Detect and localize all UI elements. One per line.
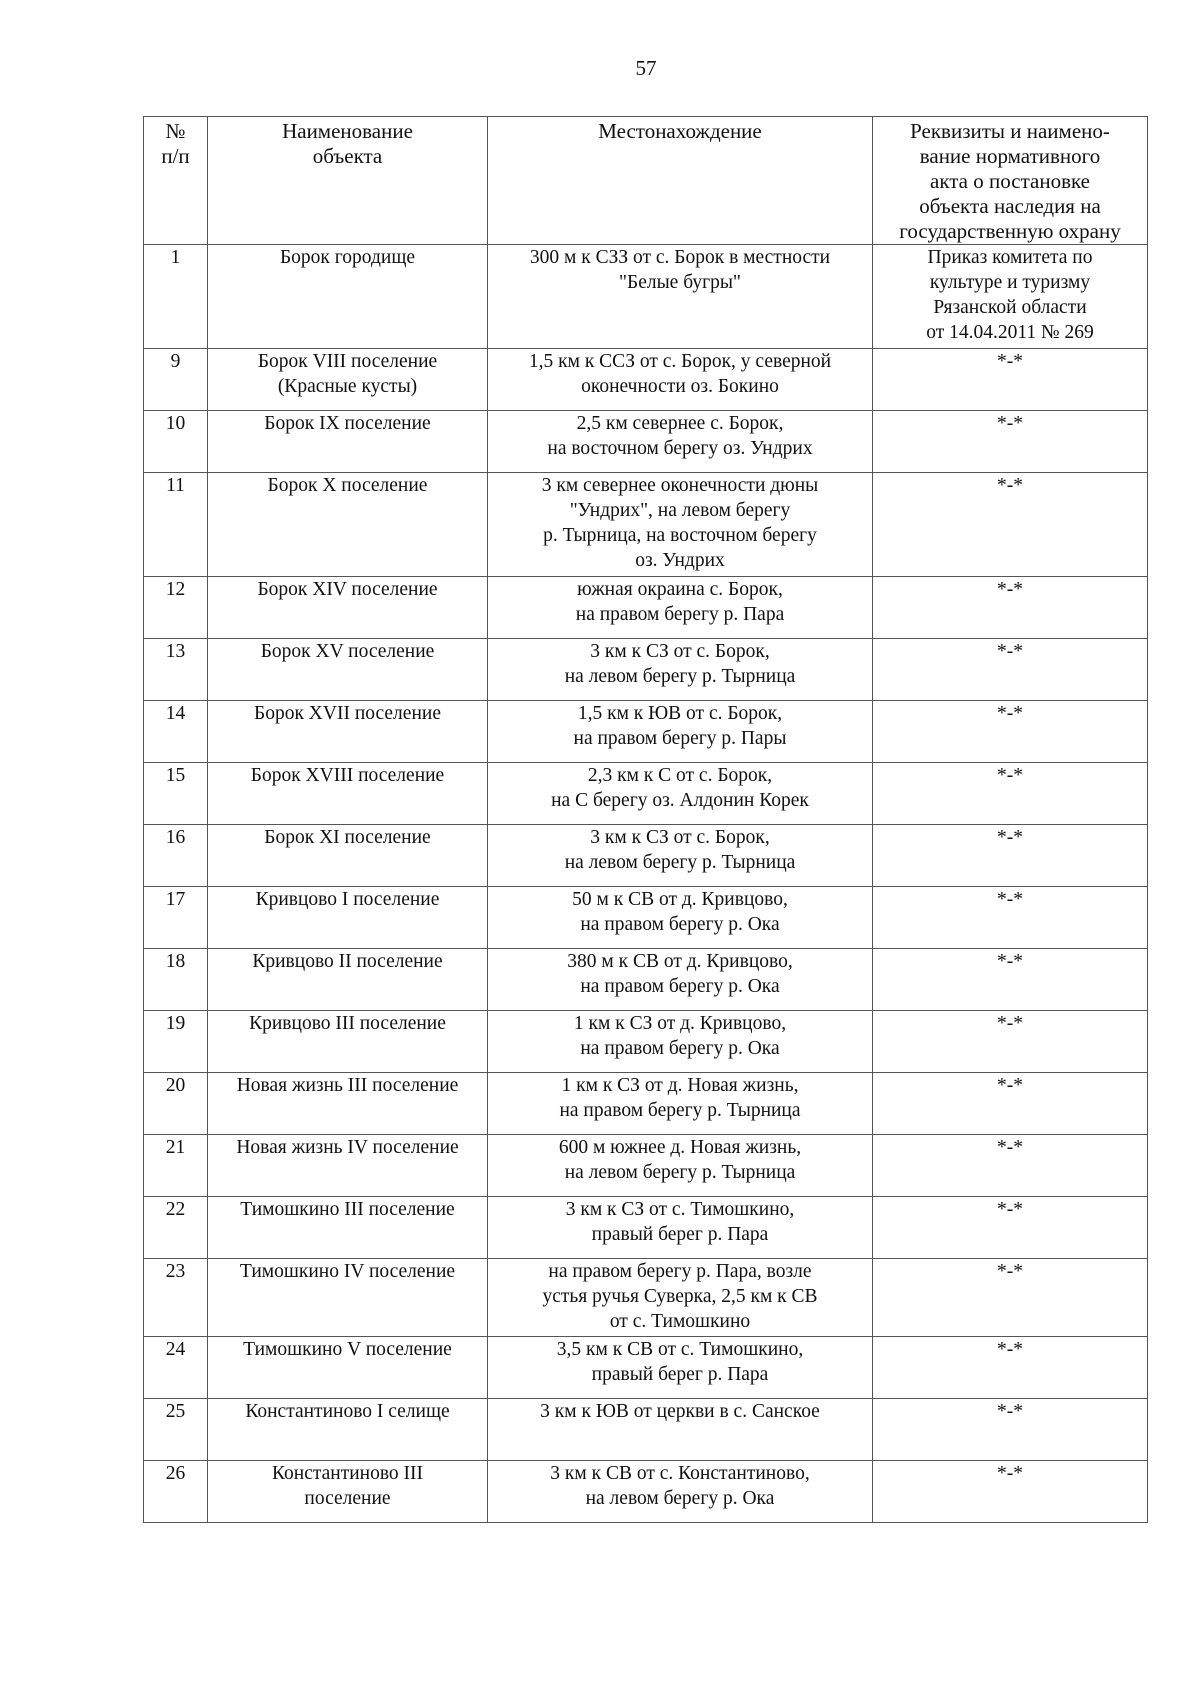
cell-location: 3 км к СЗ от с. Борок, на левом берегу р. Тырница bbox=[488, 639, 873, 701]
cell-act: *-* bbox=[873, 887, 1148, 949]
cell-location: на правом берегу р. Пара, возле устья ручья Суверка, 2,5 км к СВ от с. Тимошкино bbox=[488, 1259, 873, 1337]
cell-act: *-* bbox=[873, 1461, 1148, 1523]
table-body bbox=[144, 245, 1148, 1523]
table-row bbox=[144, 473, 1148, 577]
cell-number: 24 bbox=[144, 1337, 208, 1399]
cell-name: Кривцово I поселение bbox=[208, 887, 488, 949]
cell-act: *-* bbox=[873, 763, 1148, 825]
cell-number: 16 bbox=[144, 825, 208, 887]
table-row bbox=[144, 1259, 1148, 1337]
cell-name: Борок XI поселение bbox=[208, 825, 488, 887]
table-row bbox=[144, 1197, 1148, 1259]
cell-name: Кривцово II поселение bbox=[208, 949, 488, 1011]
cell-name: Константиново III поселение bbox=[208, 1461, 488, 1523]
table-row bbox=[144, 1461, 1148, 1523]
cell-number: 13 bbox=[144, 639, 208, 701]
cell-location: 2,3 км к С от с. Борок, на С берегу оз. Алдонин Корек bbox=[488, 763, 873, 825]
cell-location: 380 м к СВ от д. Кривцово, на правом берегу р. Ока bbox=[488, 949, 873, 1011]
cell-location: 1,5 км к ССЗ от с. Борок, у северной оконечности оз. Бокино bbox=[488, 349, 873, 411]
cell-name: Тимошкино IV поселение bbox=[208, 1259, 488, 1337]
table-row bbox=[144, 1337, 1148, 1399]
cell-location: 3 км к СЗ от с. Борок, на левом берегу р. Тырница bbox=[488, 825, 873, 887]
heritage-table bbox=[143, 116, 1148, 1523]
cell-name: Борок XIV поселение bbox=[208, 577, 488, 639]
cell-act: *-* bbox=[873, 1135, 1148, 1197]
cell-location: 1 км к СЗ от д. Новая жизнь, на правом берегу р. Тырница bbox=[488, 1073, 873, 1135]
cell-location: 1 км к СЗ от д. Кривцово, на правом берегу р. Ока bbox=[488, 1011, 873, 1073]
cell-number: 1 bbox=[144, 245, 208, 349]
cell-act: *-* bbox=[873, 639, 1148, 701]
cell-act: *-* bbox=[873, 349, 1148, 411]
cell-act: *-* bbox=[873, 411, 1148, 473]
table-row bbox=[144, 411, 1148, 473]
table-row bbox=[144, 949, 1148, 1011]
header-number: № п/п bbox=[144, 117, 208, 245]
table-row bbox=[144, 1399, 1148, 1461]
cell-location: 50 м к СВ от д. Кривцово, на правом берегу р. Ока bbox=[488, 887, 873, 949]
cell-number: 23 bbox=[144, 1259, 208, 1337]
cell-number: 14 bbox=[144, 701, 208, 763]
cell-act: *-* bbox=[873, 473, 1148, 577]
cell-act: *-* bbox=[873, 577, 1148, 639]
table-row bbox=[144, 639, 1148, 701]
cell-location: 3 км к СВ от с. Константиново, на левом берегу р. Ока bbox=[488, 1461, 873, 1523]
cell-name: Борок X поселение bbox=[208, 473, 488, 577]
cell-location: 3 км к ЮВ от церкви в с. Санское bbox=[488, 1399, 873, 1461]
cell-name: Борок IX поселение bbox=[208, 411, 488, 473]
cell-location: 600 м южнее д. Новая жизнь, на левом берегу р. Тырница bbox=[488, 1135, 873, 1197]
cell-number: 17 bbox=[144, 887, 208, 949]
cell-number: 9 bbox=[144, 349, 208, 411]
cell-location: 1,5 км к ЮВ от с. Борок, на правом берегу р. Пары bbox=[488, 701, 873, 763]
cell-number: 25 bbox=[144, 1399, 208, 1461]
cell-name: Тимошкино V поселение bbox=[208, 1337, 488, 1399]
page-number: 57 bbox=[635, 56, 657, 80]
table-row bbox=[144, 887, 1148, 949]
cell-number: 11 bbox=[144, 473, 208, 577]
cell-location: 300 м к СЗЗ от с. Борок в местности "Белые бугры" bbox=[488, 245, 873, 349]
cell-act: *-* bbox=[873, 701, 1148, 763]
cell-act: *-* bbox=[873, 1011, 1148, 1073]
table-row bbox=[144, 1135, 1148, 1197]
cell-act: *-* bbox=[873, 1337, 1148, 1399]
table-row bbox=[144, 701, 1148, 763]
cell-name: Борок XV поселение bbox=[208, 639, 488, 701]
cell-number: 10 bbox=[144, 411, 208, 473]
table-header-row bbox=[144, 117, 1148, 245]
cell-number: 26 bbox=[144, 1461, 208, 1523]
cell-name: Борок VIII поселение (Красные кусты) bbox=[208, 349, 488, 411]
cell-location: 3 км севернее оконечности дюны "Ундрих", на левом берегу р. Тырница, на восточном берегу оз. Ундрих bbox=[488, 473, 873, 577]
cell-name: Константиново I селище bbox=[208, 1399, 488, 1461]
cell-name: Кривцово III поселение bbox=[208, 1011, 488, 1073]
cell-number: 20 bbox=[144, 1073, 208, 1135]
cell-number: 19 bbox=[144, 1011, 208, 1073]
cell-number: 15 bbox=[144, 763, 208, 825]
table-row bbox=[144, 1073, 1148, 1135]
cell-number: 22 bbox=[144, 1197, 208, 1259]
table-row bbox=[144, 577, 1148, 639]
header-name: Наименование объекта bbox=[208, 117, 488, 245]
cell-number: 12 bbox=[144, 577, 208, 639]
cell-location: южная окраина с. Борок, на правом берегу р. Пара bbox=[488, 577, 873, 639]
cell-location: 2,5 км севернее с. Борок, на восточном берегу оз. Ундрих bbox=[488, 411, 873, 473]
cell-name: Борок городище bbox=[208, 245, 488, 349]
cell-location: 3,5 км к СВ от с. Тимошкино, правый берег р. Пара bbox=[488, 1337, 873, 1399]
cell-name: Тимошкино III поселение bbox=[208, 1197, 488, 1259]
cell-number: 21 bbox=[144, 1135, 208, 1197]
cell-act: *-* bbox=[873, 1197, 1148, 1259]
header-act: Реквизиты и наимено- вание нормативного акта о постановке объекта наследия на государственную охрану bbox=[873, 117, 1148, 245]
header-location: Местонахождение bbox=[488, 117, 873, 245]
cell-name: Новая жизнь III поселение bbox=[208, 1073, 488, 1135]
cell-act: *-* bbox=[873, 1073, 1148, 1135]
cell-name: Борок XVII поселение bbox=[208, 701, 488, 763]
cell-location: 3 км к СЗ от с. Тимошкино, правый берег р. Пара bbox=[488, 1197, 873, 1259]
table-row bbox=[144, 349, 1148, 411]
cell-act: Приказ комитета по культуре и туризму Рязанской области от 14.04.2011 № 269 bbox=[873, 245, 1148, 349]
cell-act: *-* bbox=[873, 825, 1148, 887]
table-row bbox=[144, 763, 1148, 825]
cell-act: *-* bbox=[873, 1259, 1148, 1337]
table-row bbox=[144, 825, 1148, 887]
table-row bbox=[144, 1011, 1148, 1073]
cell-act: *-* bbox=[873, 949, 1148, 1011]
cell-name: Борок XVIII поселение bbox=[208, 763, 488, 825]
table-row bbox=[144, 245, 1148, 349]
cell-name: Новая жизнь IV поселение bbox=[208, 1135, 488, 1197]
cell-number: 18 bbox=[144, 949, 208, 1011]
cell-act: *-* bbox=[873, 1399, 1148, 1461]
